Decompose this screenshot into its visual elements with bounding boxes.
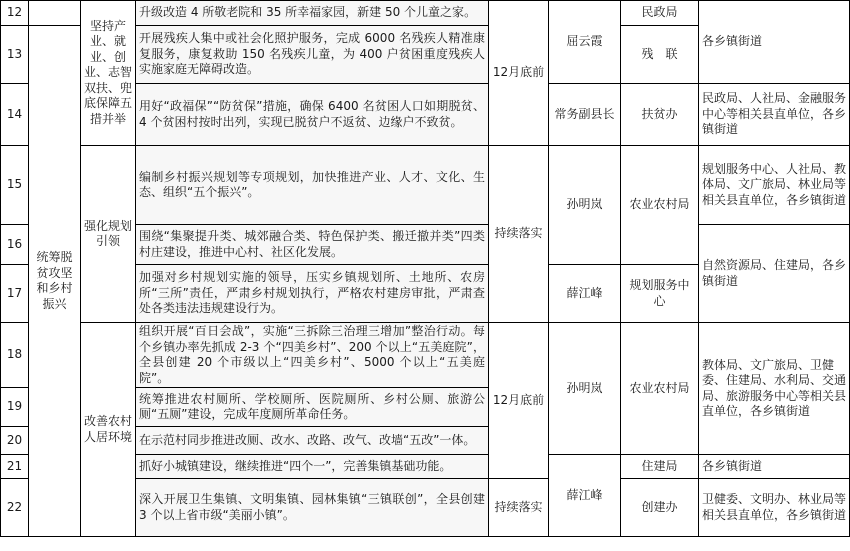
deadline-cell: 12月底前 — [489, 1, 549, 146]
table-row — [1, 146, 850, 225]
leader-cell: 薛江峰 — [549, 455, 621, 537]
subcategory-cell: 强化规划引领 — [81, 146, 136, 323]
cooperating-units-cell: 规划服务中心、人社局、教体局、文广旅局、林业局等相关县直单位，各乡镇街道 — [699, 146, 850, 225]
category-cell-empty — [29, 1, 81, 26]
cooperating-units-cell: 民政局、人社局、金融服务中心等相关县直单位，各乡镇街道 — [699, 84, 850, 146]
row-number: 21 — [1, 455, 29, 479]
leader-cell: 薛江峰 — [549, 265, 621, 323]
department-cell: 住建局 — [621, 455, 699, 479]
deadline-cell: 持续落实 — [489, 146, 549, 323]
task-cell: 编制乡村振兴规划等专项规划，加快推进产业、人才、文化、生态、组织“五个振兴”。 — [136, 146, 489, 225]
deadline-cell: 持续落实 — [489, 479, 549, 537]
row-number: 18 — [1, 323, 29, 388]
subcategory-cell: 改善农村人居环境 — [81, 323, 136, 537]
task-cell: 加强对乡村规划实施的领导，压实乡镇规划所、土地所、农房所“三所”责任，严肃乡村规划执行，严格农村建房审批，严肃查处各类违法违规建设行为。 — [136, 265, 489, 323]
row-number: 14 — [1, 84, 29, 146]
cooperating-units-cell: 教体局、文广旅局、卫健委、住建局、水利局、交通局、旅游服务中心等相关县直单位，各乡镇街道 — [699, 323, 850, 455]
deadline-cell: 12月底前 — [489, 323, 549, 479]
department-cell: 扶贫办 — [621, 84, 699, 146]
row-number: 16 — [1, 225, 29, 265]
leader-cell: 屈云霞 — [549, 1, 621, 84]
department-cell: 创建办 — [621, 479, 699, 537]
task-cell: 在示范村同步推进改厕、改水、改路、改气、改墙“五改”一体。 — [136, 427, 489, 455]
cooperating-units-cell: 各乡镇街道 — [699, 455, 850, 479]
department-cell: 农业农村局 — [621, 146, 699, 265]
department-cell: 民政局 — [621, 1, 699, 26]
task-cell: 用好“政福保”“防贫保”措施，确保 6400 名贫困人口如期脱贫、4 个贫困村按时出列，实现已脱贫户不返贫、边缘户不致贫。 — [136, 84, 489, 146]
row-number: 22 — [1, 479, 29, 537]
cooperating-units-cell: 各乡镇街道 — [699, 1, 850, 84]
row-number: 17 — [1, 265, 29, 323]
table-row — [1, 1, 850, 26]
cooperating-units-cell: 自然资源局、住建局，各乡镇街道 — [699, 225, 850, 323]
table-row — [1, 323, 850, 388]
task-cell: 统筹推进农村厕所、学校厕所、医院厕所、乡村公厕、旅游公厕“五厕”建设，完成年度厕所革命任务。 — [136, 388, 489, 427]
leader-cell: 孙明岚 — [549, 146, 621, 265]
cooperating-units-cell: 卫健委、文明办、林业局等相关县直单位，各乡镇街道 — [699, 479, 850, 537]
row-number: 13 — [1, 26, 29, 84]
task-cell: 升级改造 4 所敬老院和 35 所幸福家园，新建 50 个儿童之家。 — [136, 1, 489, 26]
row-number: 19 — [1, 388, 29, 427]
department-cell: 农业农村局 — [621, 323, 699, 455]
row-number: 15 — [1, 146, 29, 225]
task-cell: 抓好小城镇建设，继续推进“四个一”，完善集镇基础功能。 — [136, 455, 489, 479]
leader-cell: 孙明岚 — [549, 323, 621, 455]
task-cell: 组织开展“百日会战”，实施“三拆除三治理三增加”整治行动。每个乡镇办率先抓成 2-3 个“四美乡村”、200 个以上“五美庭院”，全县创建 20 个市级以上“四美乡村”、5000 个以上“五美庭院”。 — [136, 323, 489, 388]
row-number: 20 — [1, 427, 29, 455]
row-number: 12 — [1, 1, 29, 26]
leader-cell: 常务副县长 — [549, 84, 621, 146]
subcategory-cell: 坚持产业、就业、创业、志智双扶、兜底保障五措并举 — [81, 1, 136, 146]
department-cell: 残 联 — [621, 26, 699, 84]
category-cell: 统筹脱贫攻坚和乡村振兴 — [29, 26, 81, 537]
task-cell: 开展残疾人集中或社会化照护服务，完成 6000 名残疾人精准康复服务，康复救助 150 名残疾儿童，为 400 户贫困重度残疾人实施家庭无障碍改造。 — [136, 26, 489, 84]
task-cell: 深入开展卫生集镇、文明集镇、园林集镇“三镇联创”，全县创建 3 个以上省市级“美丽小镇”。 — [136, 479, 489, 537]
task-cell: 围绕“集聚提升类、城郊融合类、特色保护类、搬迁撤并类”四类村庄建设，推进中心村、社区化发展。 — [136, 225, 489, 265]
department-cell: 规划服务中心 — [621, 265, 699, 323]
